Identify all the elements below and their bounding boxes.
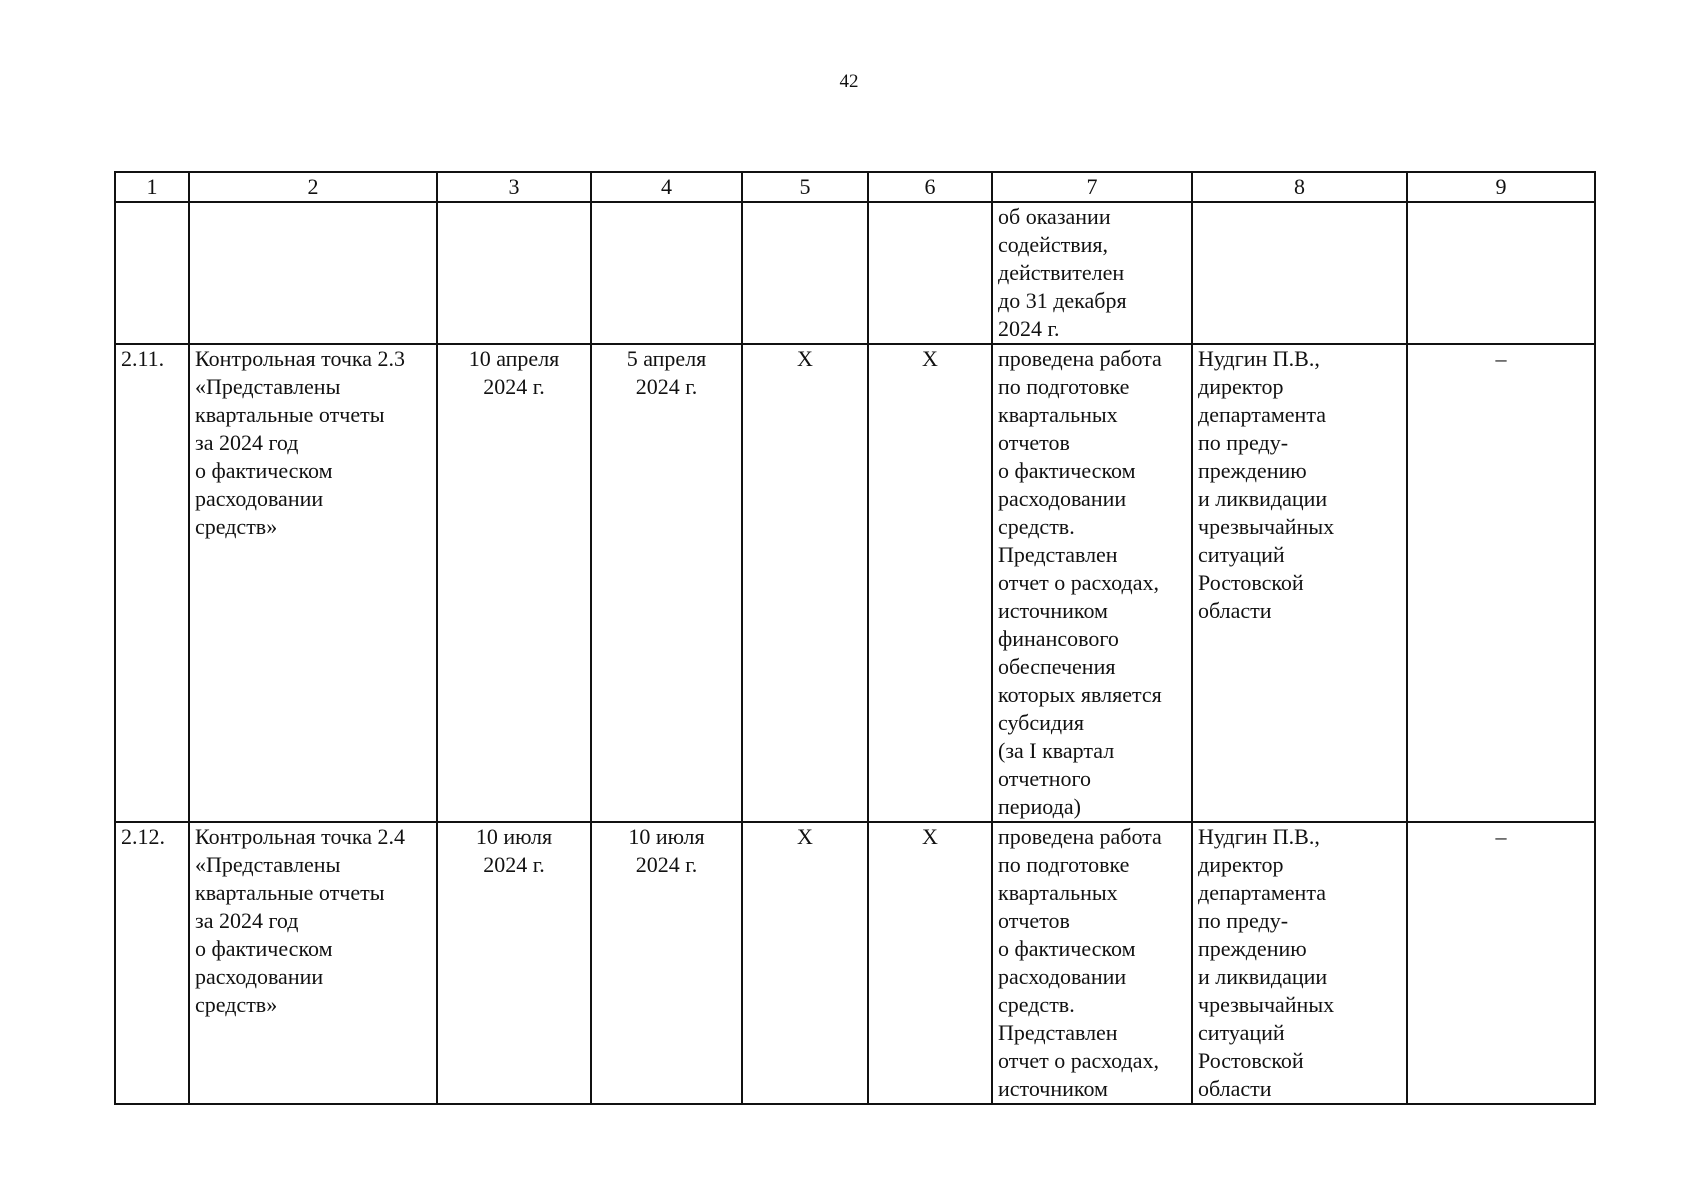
table-cell xyxy=(1407,202,1595,344)
header-cell-7: 7 xyxy=(992,172,1192,202)
continuation-result-cell: об оказании содействия, действителен до 31 декабря 2024 г. xyxy=(992,202,1192,344)
col6-cell: X xyxy=(868,822,992,1104)
result-cell: проведена работа по подготовке квартальных отчетов о фактическом расходовании средств. Представлен отчет о расходах, источником финансового обеспечения которых является субсидия (за I квартал отчетного периода) xyxy=(992,344,1192,822)
table-cell xyxy=(591,202,742,344)
header-cell-4: 4 xyxy=(591,172,742,202)
header-cell-6: 6 xyxy=(868,172,992,202)
plan-date-cell: 10 июля 2024 г. xyxy=(437,822,591,1104)
row-number-cell: 2.12. xyxy=(115,822,189,1104)
col5-cell: X xyxy=(742,822,868,1104)
header-cell-1: 1 xyxy=(115,172,189,202)
table-header-row xyxy=(115,172,1595,202)
plan-date-cell: 10 апреля 2024 г. xyxy=(437,344,591,822)
header-cell-8: 8 xyxy=(1192,172,1407,202)
fact-date-cell: 5 апреля 2024 г. xyxy=(591,344,742,822)
table-cell xyxy=(189,202,437,344)
responsible-cell: Нудгин П.В., директор департамента по преду- преждению и ликвидации чрезвычайных ситуаций Ростовской области xyxy=(1192,822,1407,1104)
header-cell-2: 2 xyxy=(189,172,437,202)
report-table xyxy=(114,171,1596,1105)
fact-date-cell: 10 июля 2024 г. xyxy=(591,822,742,1104)
page-number: 42 xyxy=(839,71,859,92)
table-cell xyxy=(115,202,189,344)
col6-cell: X xyxy=(868,344,992,822)
table-cell xyxy=(868,202,992,344)
event-name-cell: Контрольная точка 2.4 «Представлены квартальные отчеты за 2024 год о фактическом расходовании средств» xyxy=(189,822,437,1104)
event-name-cell: Контрольная точка 2.3 «Представлены квартальные отчеты за 2024 год о фактическом расходовании средств» xyxy=(189,344,437,822)
col5-cell: X xyxy=(742,344,868,822)
table-row xyxy=(115,822,1595,1104)
row-number-cell: 2.11. xyxy=(115,344,189,822)
continuation-row xyxy=(115,202,1595,344)
responsible-cell: Нудгин П.В., директор департамента по преду- преждению и ликвидации чрезвычайных ситуаций Ростовской области xyxy=(1192,344,1407,822)
header-cell-9: 9 xyxy=(1407,172,1595,202)
table-cell xyxy=(742,202,868,344)
col9-cell: – xyxy=(1407,344,1595,822)
header-cell-5: 5 xyxy=(742,172,868,202)
result-cell: проведена работа по подготовке квартальных отчетов о фактическом расходовании средств. Представлен отчет о расходах, источником xyxy=(992,822,1192,1104)
table-cell xyxy=(1192,202,1407,344)
table-cell xyxy=(437,202,591,344)
header-cell-3: 3 xyxy=(437,172,591,202)
col9-cell: – xyxy=(1407,822,1595,1104)
table-row xyxy=(115,344,1595,822)
